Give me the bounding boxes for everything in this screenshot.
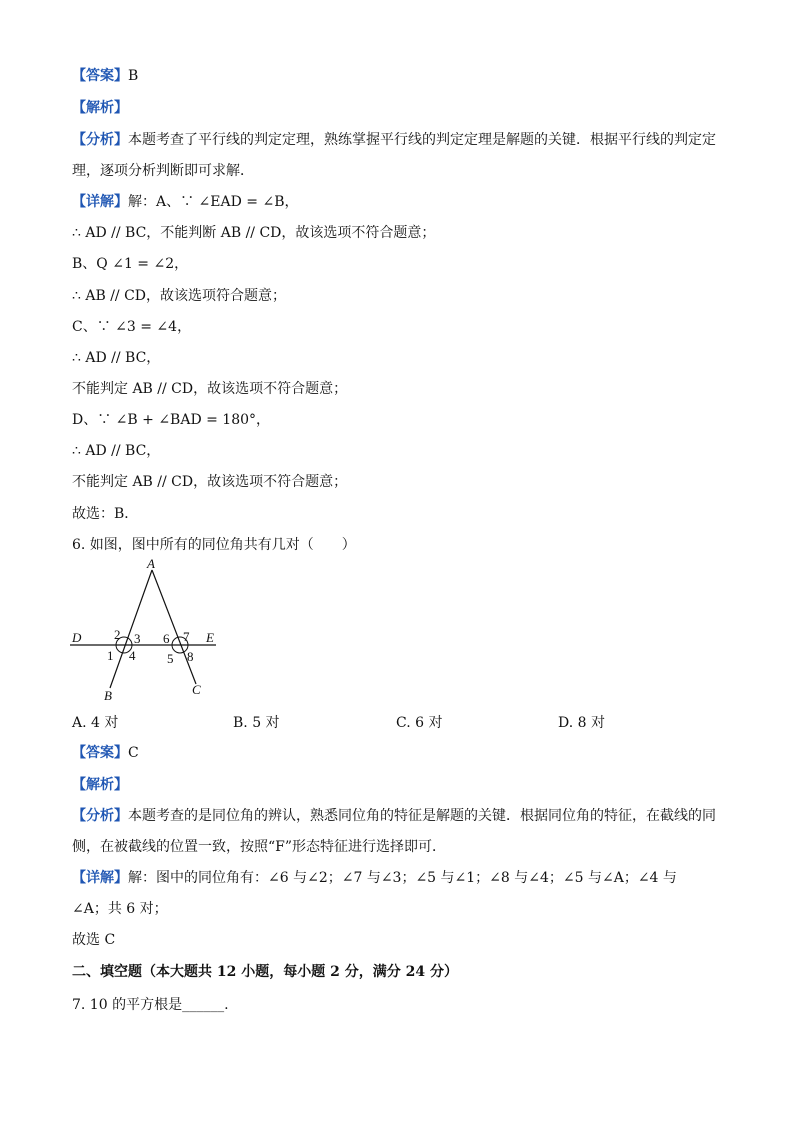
detail-text: 解：A、∵ ∠EAD = ∠B，: [128, 194, 299, 210]
detail-line-9: ∴ AD // BC，: [72, 443, 161, 459]
option-d[interactable]: D. 8 对: [558, 715, 605, 731]
fenxi-text: 本题考查的是同位角的辨认，熟悉同位角的特征是解题的关键．根据同位角的特征，在截线的同: [128, 808, 716, 824]
angle-label-2: 2: [114, 627, 121, 642]
fenxi-line-b2: 侧，在被截线的位置一致，按照“F”形态特征进行选择即可．: [72, 839, 447, 855]
fenxi-tag: 【分析】: [72, 132, 128, 148]
detail-line-7: 不能判定 AB // CD，故该选项不符合题意；: [72, 381, 348, 397]
angle-label-7: 7: [183, 629, 190, 644]
angle-label-8: 8: [187, 649, 194, 664]
detail-line-6: ∴ AD // BC，: [72, 350, 161, 366]
conclusion-line: 故选 C: [72, 932, 116, 948]
option-b[interactable]: B. 5 对: [233, 715, 280, 731]
answer-tag: 【答案】: [72, 745, 128, 761]
label-D: D: [72, 630, 82, 645]
option-a[interactable]: A. 4 对: [72, 715, 119, 731]
label-C: C: [192, 682, 201, 697]
fenxi-line-2: 理，逐项分析判断即可求解．: [72, 163, 254, 179]
detail-line-b2: ∠A；共 6 对；: [72, 901, 168, 917]
angle-label-3: 3: [134, 631, 141, 646]
detail-line-4: ∴ AB // CD，故该选项符合题意；: [72, 288, 287, 304]
detail-tag: 【详解】: [72, 870, 128, 886]
angle-label-4: 4: [129, 648, 136, 663]
label-E: E: [206, 630, 214, 645]
question-7-stem: 7. 10 的平方根是______.: [72, 997, 229, 1013]
line-AC: [152, 570, 196, 684]
fenxi-line-1: [72, 130, 734, 150]
answer-line-1: [72, 66, 734, 86]
angle-label-5: 5: [167, 651, 174, 666]
angle-label-6: 6: [163, 631, 170, 646]
detail-line-2: ∴ AD // BC，不能判断 AB // CD，故该选项不符合题意；: [72, 225, 436, 241]
question-6-options: [72, 712, 722, 732]
detail-text: 解：图中的同位角有：∠6 与∠2；∠7 与∠3；∠5 与∠1；∠8 与∠4；∠5 与∠A；∠4 与: [128, 870, 677, 886]
answer-tag: 【答案】: [72, 68, 128, 84]
section-heading: 二、填空题（本大题共 12 小题，每小题 2 分，满分 24 分）: [72, 964, 458, 980]
label-B: B: [104, 688, 112, 703]
answer-value: B: [128, 68, 139, 84]
fenxi-tag: 【分析】: [72, 808, 128, 824]
fenxi-line-b1: [72, 806, 734, 826]
detail-tag: 【详解】: [72, 194, 128, 210]
detail-line-3: B、Q ∠1 = ∠2，: [72, 256, 189, 272]
answer-line-2: [72, 743, 734, 763]
detail-line-8: D、∵ ∠B + ∠BAD = 180°，: [72, 412, 271, 428]
label-A: A: [147, 556, 155, 571]
analysis-tag: 【解析】: [72, 777, 128, 793]
answer-value: C: [128, 745, 139, 761]
analysis-heading-2: [72, 775, 734, 795]
analysis-tag: 【解析】: [72, 100, 128, 116]
option-c[interactable]: C. 6 对: [396, 715, 443, 731]
angle-label-1: 1: [107, 648, 114, 663]
geometry-figure: [66, 556, 226, 704]
detail-line-1: [72, 192, 734, 212]
analysis-heading-1: [72, 98, 734, 118]
fenxi-text: 本题考查了平行线的判定定理，熟练掌握平行线的判定定理是解题的关键．根据平行线的判定定: [128, 132, 716, 148]
detail-line-5: C、∵ ∠3 = ∠4，: [72, 319, 192, 335]
detail-line-b1: [72, 868, 734, 888]
detail-line-11: 故选：B．: [72, 506, 139, 522]
detail-line-10: 不能判定 AB // CD，故该选项不符合题意；: [72, 474, 348, 490]
question-6-stem: 6. 如图，图中所有的同位角共有几对（ ）: [72, 537, 356, 553]
